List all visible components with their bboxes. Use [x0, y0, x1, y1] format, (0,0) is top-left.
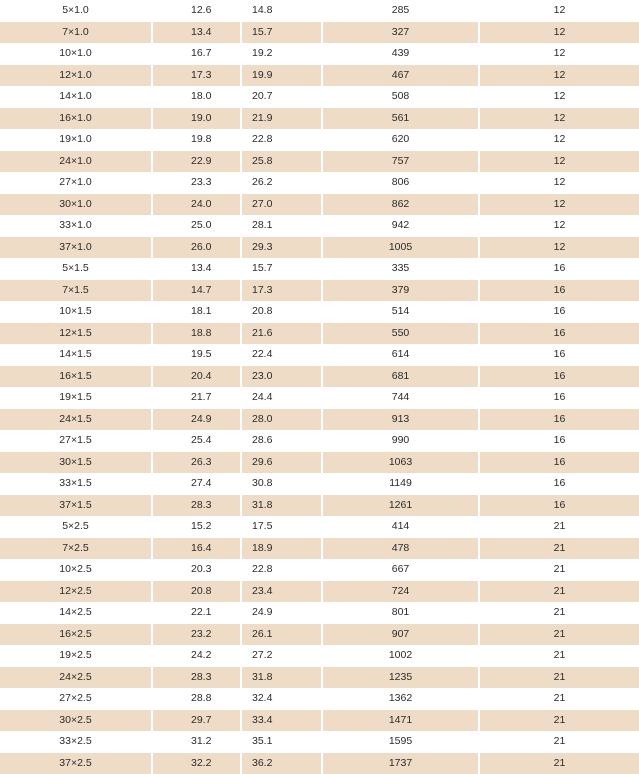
value-c-cell: 414: [322, 516, 479, 538]
value-a-cell: 20.3: [152, 559, 241, 581]
table-row: [0, 22, 639, 44]
table-row: [0, 753, 639, 774]
value-a-cell: 27.4: [152, 473, 241, 495]
value-b-cell: 30.8: [241, 473, 322, 495]
value-a-cell: 14.7: [152, 280, 241, 302]
core-size-cell: 12×1.0: [0, 65, 152, 87]
table-row: [0, 516, 639, 538]
value-d-cell: 21: [479, 688, 639, 710]
value-d-cell: 16: [479, 495, 639, 517]
value-b-cell: 24.4: [241, 387, 322, 409]
value-a-cell: 28.3: [152, 667, 241, 689]
table-row: [0, 710, 639, 732]
value-d-cell: 12: [479, 237, 639, 259]
table-row: [0, 688, 639, 710]
value-d-cell: 16: [479, 344, 639, 366]
value-d-cell: 21: [479, 602, 639, 624]
value-a-cell: 28.3: [152, 495, 241, 517]
core-size-cell: 16×1.0: [0, 108, 152, 130]
table-row: [0, 731, 639, 753]
value-c-cell: 801: [322, 602, 479, 624]
table-row: [0, 215, 639, 237]
table-row: [0, 65, 639, 87]
value-a-cell: 13.4: [152, 22, 241, 44]
core-size-cell: 37×1.5: [0, 495, 152, 517]
value-c-cell: 913: [322, 409, 479, 431]
table-row: [0, 559, 639, 581]
value-a-cell: 19.0: [152, 108, 241, 130]
value-b-cell: 36.2: [241, 753, 322, 774]
value-c-cell: 550: [322, 323, 479, 345]
core-size-cell: 10×1.5: [0, 301, 152, 323]
value-d-cell: 12: [479, 43, 639, 65]
core-size-cell: 12×2.5: [0, 581, 152, 603]
value-b-cell: 31.8: [241, 667, 322, 689]
value-d-cell: 12: [479, 86, 639, 108]
value-a-cell: 24.0: [152, 194, 241, 216]
core-size-cell: 7×2.5: [0, 538, 152, 560]
table-row: [0, 430, 639, 452]
value-b-cell: 20.7: [241, 86, 322, 108]
core-size-cell: 24×1.5: [0, 409, 152, 431]
value-a-cell: 20.4: [152, 366, 241, 388]
value-c-cell: 806: [322, 172, 479, 194]
core-size-cell: 12×1.5: [0, 323, 152, 345]
value-d-cell: 21: [479, 538, 639, 560]
core-size-cell: 27×2.5: [0, 688, 152, 710]
value-d-cell: 12: [479, 194, 639, 216]
value-b-cell: 22.8: [241, 559, 322, 581]
value-c-cell: 667: [322, 559, 479, 581]
table-row: [0, 366, 639, 388]
value-c-cell: 614: [322, 344, 479, 366]
value-b-cell: 22.8: [241, 129, 322, 151]
value-b-cell: 32.4: [241, 688, 322, 710]
core-size-cell: 27×1.0: [0, 172, 152, 194]
value-b-cell: 29.6: [241, 452, 322, 474]
value-c-cell: 724: [322, 581, 479, 603]
value-a-cell: 18.1: [152, 301, 241, 323]
value-c-cell: 1737: [322, 753, 479, 774]
value-c-cell: 1471: [322, 710, 479, 732]
table-row: [0, 538, 639, 560]
value-b-cell: 22.4: [241, 344, 322, 366]
value-a-cell: 26.3: [152, 452, 241, 474]
value-a-cell: 12.6: [152, 0, 241, 22]
value-c-cell: 1261: [322, 495, 479, 517]
value-a-cell: 29.7: [152, 710, 241, 732]
value-d-cell: 12: [479, 22, 639, 44]
table-row: [0, 43, 639, 65]
value-d-cell: 16: [479, 366, 639, 388]
value-b-cell: 28.1: [241, 215, 322, 237]
value-d-cell: 21: [479, 753, 639, 774]
value-c-cell: 514: [322, 301, 479, 323]
value-a-cell: 16.7: [152, 43, 241, 65]
table-row: [0, 172, 639, 194]
value-a-cell: 24.9: [152, 409, 241, 431]
value-c-cell: 561: [322, 108, 479, 130]
value-a-cell: 26.0: [152, 237, 241, 259]
table-row: [0, 387, 639, 409]
value-b-cell: 23.0: [241, 366, 322, 388]
value-c-cell: 1149: [322, 473, 479, 495]
core-size-cell: 14×1.5: [0, 344, 152, 366]
value-c-cell: 1362: [322, 688, 479, 710]
value-b-cell: 21.6: [241, 323, 322, 345]
value-c-cell: 335: [322, 258, 479, 280]
value-c-cell: 681: [322, 366, 479, 388]
core-size-cell: 19×1.5: [0, 387, 152, 409]
value-a-cell: 17.3: [152, 65, 241, 87]
core-size-cell: 33×1.5: [0, 473, 152, 495]
value-a-cell: 16.4: [152, 538, 241, 560]
value-c-cell: 379: [322, 280, 479, 302]
value-a-cell: 19.5: [152, 344, 241, 366]
table-row: [0, 473, 639, 495]
core-size-cell: 7×1.0: [0, 22, 152, 44]
core-size-cell: 30×1.0: [0, 194, 152, 216]
core-size-cell: 16×1.5: [0, 366, 152, 388]
value-c-cell: 1005: [322, 237, 479, 259]
value-b-cell: 28.0: [241, 409, 322, 431]
table-row: [0, 602, 639, 624]
table-row: [0, 108, 639, 130]
value-b-cell: 28.6: [241, 430, 322, 452]
value-b-cell: 25.8: [241, 151, 322, 173]
value-d-cell: 21: [479, 710, 639, 732]
table-row: [0, 667, 639, 689]
value-b-cell: 17.3: [241, 280, 322, 302]
core-size-cell: 30×1.5: [0, 452, 152, 474]
value-a-cell: 23.2: [152, 624, 241, 646]
value-b-cell: 14.8: [241, 0, 322, 22]
value-d-cell: 12: [479, 151, 639, 173]
value-a-cell: 18.0: [152, 86, 241, 108]
value-d-cell: 21: [479, 731, 639, 753]
value-d-cell: 21: [479, 645, 639, 667]
value-a-cell: 22.1: [152, 602, 241, 624]
value-b-cell: 29.3: [241, 237, 322, 259]
value-c-cell: 907: [322, 624, 479, 646]
value-c-cell: 1595: [322, 731, 479, 753]
value-c-cell: 862: [322, 194, 479, 216]
core-size-cell: 7×1.5: [0, 280, 152, 302]
core-size-cell: 24×1.0: [0, 151, 152, 173]
value-c-cell: 478: [322, 538, 479, 560]
value-d-cell: 21: [479, 667, 639, 689]
value-c-cell: 1235: [322, 667, 479, 689]
value-b-cell: 20.8: [241, 301, 322, 323]
value-c-cell: 757: [322, 151, 479, 173]
value-d-cell: 12: [479, 65, 639, 87]
core-size-cell: 19×2.5: [0, 645, 152, 667]
value-d-cell: 16: [479, 452, 639, 474]
core-size-cell: 37×1.0: [0, 237, 152, 259]
value-a-cell: 32.2: [152, 753, 241, 774]
value-b-cell: 26.1: [241, 624, 322, 646]
value-b-cell: 27.0: [241, 194, 322, 216]
core-size-cell: 33×2.5: [0, 731, 152, 753]
value-d-cell: 16: [479, 387, 639, 409]
table-row: [0, 237, 639, 259]
value-c-cell: 620: [322, 129, 479, 151]
table-row: [0, 323, 639, 345]
table-row: [0, 86, 639, 108]
value-d-cell: 16: [479, 430, 639, 452]
core-size-cell: 16×2.5: [0, 624, 152, 646]
value-d-cell: 16: [479, 258, 639, 280]
value-a-cell: 25.4: [152, 430, 241, 452]
core-size-cell: 5×2.5: [0, 516, 152, 538]
core-size-cell: 33×1.0: [0, 215, 152, 237]
value-c-cell: 467: [322, 65, 479, 87]
value-d-cell: 16: [479, 301, 639, 323]
core-size-cell: 5×1.5: [0, 258, 152, 280]
value-b-cell: 15.7: [241, 22, 322, 44]
value-d-cell: 16: [479, 473, 639, 495]
core-size-cell: 19×1.0: [0, 129, 152, 151]
value-a-cell: 13.4: [152, 258, 241, 280]
table-row: [0, 194, 639, 216]
core-size-cell: 14×2.5: [0, 602, 152, 624]
value-b-cell: 27.2: [241, 645, 322, 667]
value-c-cell: 990: [322, 430, 479, 452]
value-d-cell: 12: [479, 215, 639, 237]
value-c-cell: 508: [322, 86, 479, 108]
value-d-cell: 21: [479, 581, 639, 603]
value-c-cell: 942: [322, 215, 479, 237]
value-a-cell: 22.9: [152, 151, 241, 173]
value-d-cell: 21: [479, 516, 639, 538]
value-a-cell: 25.0: [152, 215, 241, 237]
value-b-cell: 19.9: [241, 65, 322, 87]
value-c-cell: 285: [322, 0, 479, 22]
value-a-cell: 15.2: [152, 516, 241, 538]
value-b-cell: 33.4: [241, 710, 322, 732]
value-b-cell: 15.7: [241, 258, 322, 280]
table-row: [0, 344, 639, 366]
value-d-cell: 12: [479, 129, 639, 151]
table-row: [0, 129, 639, 151]
value-b-cell: 23.4: [241, 581, 322, 603]
table-row: [0, 452, 639, 474]
table-row: [0, 258, 639, 280]
table-row: [0, 495, 639, 517]
table-row: [0, 301, 639, 323]
value-d-cell: 21: [479, 624, 639, 646]
value-b-cell: 26.2: [241, 172, 322, 194]
value-d-cell: 16: [479, 409, 639, 431]
value-b-cell: 35.1: [241, 731, 322, 753]
value-a-cell: 20.8: [152, 581, 241, 603]
value-a-cell: 31.2: [152, 731, 241, 753]
value-c-cell: 1002: [322, 645, 479, 667]
value-b-cell: 17.5: [241, 516, 322, 538]
core-size-cell: 30×2.5: [0, 710, 152, 732]
core-size-cell: 10×2.5: [0, 559, 152, 581]
value-d-cell: 16: [479, 280, 639, 302]
table-row: [0, 581, 639, 603]
value-d-cell: 16: [479, 323, 639, 345]
value-c-cell: 1063: [322, 452, 479, 474]
value-a-cell: 24.2: [152, 645, 241, 667]
table-row: [0, 151, 639, 173]
value-b-cell: 18.9: [241, 538, 322, 560]
value-b-cell: 24.9: [241, 602, 322, 624]
value-d-cell: 21: [479, 559, 639, 581]
value-a-cell: 28.8: [152, 688, 241, 710]
value-a-cell: 18.8: [152, 323, 241, 345]
value-c-cell: 744: [322, 387, 479, 409]
core-size-cell: 14×1.0: [0, 86, 152, 108]
table-row: [0, 0, 639, 22]
core-size-cell: 10×1.0: [0, 43, 152, 65]
core-size-cell: 5×1.0: [0, 0, 152, 22]
table-row: [0, 280, 639, 302]
value-b-cell: 19.2: [241, 43, 322, 65]
core-size-cell: 37×2.5: [0, 753, 152, 774]
value-a-cell: 19.8: [152, 129, 241, 151]
value-b-cell: 21.9: [241, 108, 322, 130]
value-d-cell: 12: [479, 108, 639, 130]
value-d-cell: 12: [479, 0, 639, 22]
table-row: [0, 624, 639, 646]
value-c-cell: 327: [322, 22, 479, 44]
core-size-cell: 27×1.5: [0, 430, 152, 452]
table-row: [0, 409, 639, 431]
core-size-cell: 24×2.5: [0, 667, 152, 689]
value-a-cell: 21.7: [152, 387, 241, 409]
value-d-cell: 12: [479, 172, 639, 194]
value-c-cell: 439: [322, 43, 479, 65]
table-row: [0, 645, 639, 667]
value-a-cell: 23.3: [152, 172, 241, 194]
value-b-cell: 31.8: [241, 495, 322, 517]
